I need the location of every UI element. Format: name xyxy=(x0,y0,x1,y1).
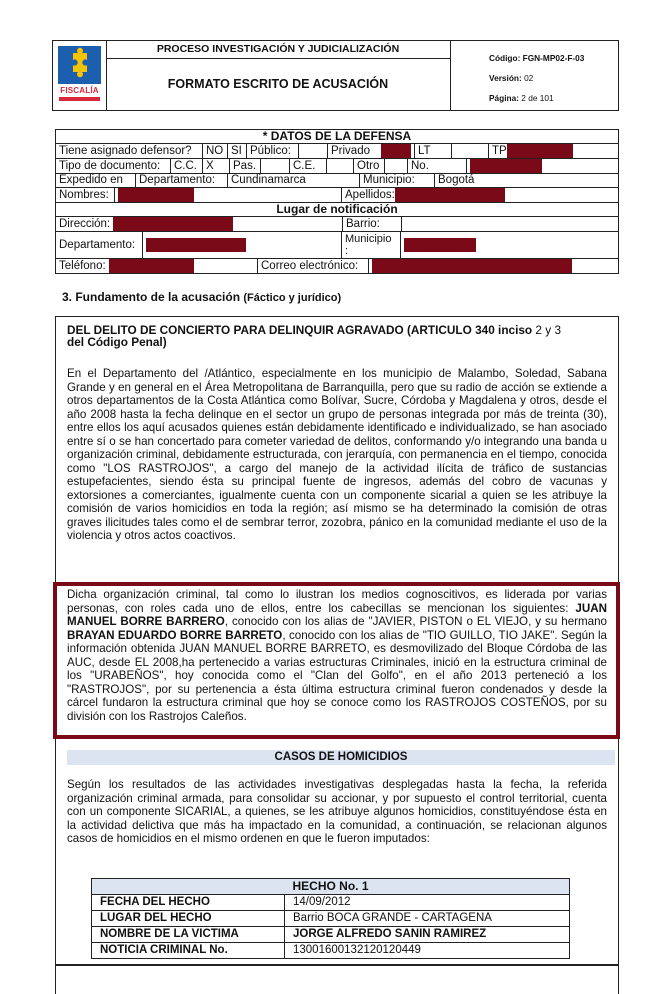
redacted-block xyxy=(109,259,194,273)
label-expedido: Expedido en xyxy=(56,174,136,187)
format-title: FORMATO ESCRITO DE ACUSACIÓN xyxy=(167,77,389,91)
paragraph-homicides: Según los resultados de las actividades investigativas desplegadas hasta la fecha, la referida organización criminal armada, para consolidar su accionar, y por supuesto el control territorial, cuenta con un componente SICARIAL, a quienes, se les atribuye algunos homicidios, constituyéndose ésta en la actividad delictiva que más ha impactado en la comunidad, a continuación, se relacionan algunos casos de homicidios en el mismo ordenen en que le fueron imputados: xyxy=(67,778,607,845)
defense-title: * DATOS DE LA DEFENSA xyxy=(56,130,619,144)
table-row xyxy=(92,927,570,943)
logo-text: FISCALÍA xyxy=(60,86,99,95)
label-no: No. xyxy=(408,159,467,173)
opt-pas: Pas. xyxy=(230,159,261,173)
row-value: JORGE ALFREDO SANIN RAMIREZ xyxy=(285,927,570,943)
label-defensor: Tiene asignado defensor? xyxy=(56,144,203,158)
table-row xyxy=(92,911,570,927)
redacted-block xyxy=(381,144,411,158)
redacted-block xyxy=(470,159,542,173)
label-departamento-notif: Departamento: xyxy=(56,232,143,258)
table-row xyxy=(92,943,570,959)
row-label: NOTICIA CRIMINAL No. xyxy=(92,943,285,959)
puzzle-icon xyxy=(58,46,101,84)
label-publico: Público: xyxy=(247,144,299,158)
redacted-block xyxy=(404,238,476,252)
value-municipio: Bogotá xyxy=(438,174,475,187)
label-direccion: Dirección: xyxy=(59,218,111,231)
hecho-title: HECHO No. 1 xyxy=(92,879,570,895)
casos-heading: CASOS DE HOMICIDIOS xyxy=(67,750,615,765)
doc-code: Código: FGN-MP02-F-03 xyxy=(489,53,585,63)
redacted-block xyxy=(507,144,573,158)
box-bottom-line xyxy=(55,964,619,966)
label-lt: LT xyxy=(415,144,452,158)
notif-title: Lugar de notificación xyxy=(56,203,619,217)
row-label: FECHA DEL HECHO xyxy=(92,895,285,911)
redacted-block xyxy=(113,217,233,231)
opt-si: SI xyxy=(228,144,247,158)
label-telefono: Teléfono: xyxy=(59,260,106,273)
table-row xyxy=(92,895,570,911)
label-apellidos: Apellidos: xyxy=(345,189,395,202)
redacted-block xyxy=(395,188,505,202)
redacted-block xyxy=(146,238,246,252)
logo-cell xyxy=(53,41,107,110)
label-municipio-notif: Municipio : xyxy=(342,232,401,258)
mark-x: X xyxy=(203,159,230,173)
label-tipo-doc: Tipo de documento: xyxy=(56,159,171,173)
opt-cc: C.C. xyxy=(171,159,203,173)
hecho-table xyxy=(91,878,570,959)
row-label: NOMBRE DE LA VICTIMA xyxy=(92,927,285,943)
doc-version: Versión: 02 xyxy=(489,73,534,83)
label-departamento: Departamento: xyxy=(136,174,228,187)
opt-no: NO xyxy=(203,144,228,158)
section-title: 3. Fundamento de la acusación (Fáctico y jurídico) xyxy=(62,290,342,304)
row-label: LUGAR DEL HECHO xyxy=(92,911,285,927)
paragraph-leaders: Dicha organización criminal, tal como lo ilustran los medios cognoscitivos, es liderada por varias personas, con roles cada uno de ellos, entre los cabecillas se mencionan los siguientes: JUAN MANUEL BORRE BARRERO, conocido con los alias de "JAVIER, PISTON o EL VIEJO, y su hermano BRAYAN EDUARDO BORRE BARRETO, conocido con los alias de "TIO GUILLO, TIO JAKE". Según la información obtenida JUAN MANUEL BORRE BARRETO, es desmovilizado del Bloque Córdoba de las AUC, desde EL 2008,ha pertenecido a varias estructuras Criminales, inició en la estructura criminal de los "URABEÑOS", hoy conocida como el "Clan del Golfo", en el año 2013 perteneció a los "RASTROJOS", por su pertenencia a ésta última estructura criminal fueron condenados y desde la cárcel fundaron la estructura criminal que hoy se conoce como los RASTROJOS COSTEÑOS, por su división con los Rastrojos Caleños. xyxy=(67,588,608,723)
logo-bar xyxy=(59,97,100,101)
label-municipio: Municipio: xyxy=(360,174,435,187)
opt-otro: Otro xyxy=(354,159,385,173)
row-value: 14/09/2012 xyxy=(285,895,570,911)
row-value: Barrio BOCA GRANDE - CARTAGENA xyxy=(285,911,570,927)
label-barrio: Barrio: xyxy=(343,217,402,231)
doc-page: Página: 2 de 101 xyxy=(489,93,554,103)
opt-ce: C.E. xyxy=(290,159,327,173)
label-privado: Privado xyxy=(331,144,370,157)
field-tp: TP xyxy=(489,144,619,158)
doc-meta xyxy=(451,41,619,110)
process-title: PROCESO INVESTIGACIÓN Y JUDICIALIZACIÓN xyxy=(106,41,450,59)
value-departamento: Cundinamarca xyxy=(228,174,360,187)
fiscalia-logo xyxy=(58,46,101,104)
crime-heading: DEL DELITO DE CONCIERTO PARA DELINQUIR AGRAVADO (ARTICULO 340 inciso 2 y 3 del Código Penal) xyxy=(67,323,562,349)
redacted-block xyxy=(372,259,572,273)
document-header xyxy=(52,40,619,111)
label-correo: Correo electrónico: xyxy=(258,259,369,273)
paragraph-facts: En el Departamento del /Atlántico, especialmente en los municipio de Malambo, Soledad, Sabana Grande y en general en el Área Metropolitana de Barranquilla, pero que su radio de acción se extiende a otros departamentos de la Costa Atlántica como Bolívar, Sucre, Córdoba y Magdalena y otros, desde el año 2008 hasta la fecha delinque en el sector un grupo de personas integrada por más de treinta (30), entre ellos los aquí acusados quienes están debidamente identificado e individualizado, se han asociado entre sí o se han concertado para cometer variedad de delitos, conformando y/o integrando una banda u organización criminal, debidamente estructurada, con jerarquía, con permanencia en el tiempo, conocida como "LOS RASTROJOS", a cargo del manejo de la actividad ilícita de tráfico de sustancias estupefacientes, siendo ésta su principal fuente de ingresos, además del cobro de vacunas y extorsiones a comerciantes, igualmente cuenta con un componente sicarial a quien se les atribuye la comisión de varios homicidios en toda la región; así mismo se ha determinado la comisión de otras graves ilicitudes tales como el de sembrar terror, zozobra, pánico en la comunidad mediante el uso de la violencia y otros actos coactivos. xyxy=(67,367,607,542)
row-value: 13001600132120120449 xyxy=(285,943,570,959)
label-nombres: Nombres: xyxy=(56,188,115,202)
defense-table xyxy=(55,129,619,274)
redacted-block xyxy=(118,188,194,202)
